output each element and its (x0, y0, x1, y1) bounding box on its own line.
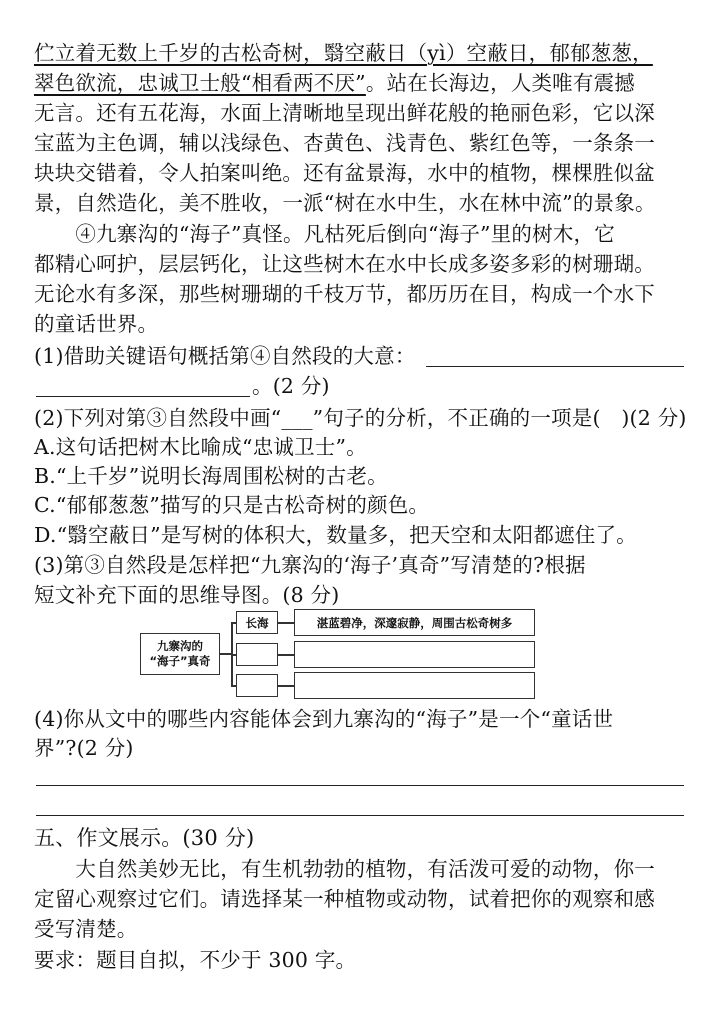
question-3-stem-line-1: (3)第③自然段是怎样把“九寨沟的‘海子’真奇”写清楚的?根据 (34, 553, 586, 577)
mindmap-connector (278, 685, 295, 687)
passage-p3-line-3: 无言。还有五花海，水面上清晰地呈现出鲜花般的艳丽色彩，它以深 (34, 101, 655, 125)
underlined-sentence: 翠色欲流，忠诚卫士般“相看两不厌” (34, 71, 366, 95)
passage-p3-line-1 (34, 40, 653, 66)
mindmap-branch-3-detail[interactable] (294, 672, 535, 699)
mindmap-branch-3-label[interactable] (236, 674, 278, 697)
section-5-body-line-1: 大自然美妙无比，有生机勃勃的植物，有活泼可爱的动物，你一 (34, 857, 655, 881)
question-3-stem-line-2: 短文补充下面的思维导图。(8 分) (34, 583, 340, 607)
mindmap-branch-1-label: 长海 (236, 611, 278, 634)
passage-p4-line-3: 无论水有多深，那些树珊瑚的千枝万节，都历历在目，构成一个水下 (34, 282, 655, 306)
mindmap-branch-1-detail: 湛蓝碧净，深邃寂静，周围古松奇树多 (294, 609, 535, 636)
answer-line-q1b[interactable] (36, 396, 250, 397)
answer-line-q1a[interactable] (426, 366, 684, 367)
passage-p4-line-4: 的童话世界。 (34, 312, 159, 336)
passage-p4-line-2: 都精心呵护，层层钙化，让这些树木在水中长成多姿多彩的树珊瑚。 (34, 252, 655, 276)
mindmap-branch-2-detail[interactable] (294, 641, 535, 668)
underlined-sentence: 伫立着无数上千岁的古松奇树，翳空蔽日（yì）空蔽日，郁郁葱葱， (34, 41, 653, 65)
passage-p4-line-1: ④九寨沟的“海子”真怪。凡枯死后倒向“海子”里的树木，它 (34, 222, 615, 246)
question-2-option-b[interactable]: B.“上千岁”说明长海周围松树的古老。 (34, 464, 388, 488)
section-5-body-line-3: 受写清楚。 (34, 917, 138, 941)
section-5-requirement: 要求：题目自拟，不少于 300 字。 (34, 948, 357, 972)
mindmap-connector (278, 622, 295, 624)
passage-p3-line-5: 块块交错着，令人拍案叫绝。还有盆景海，水中的植物，棵棵胜似盆 (34, 161, 655, 185)
passage-p3-line-4: 宝蓝为主色调，辅以浅绿色、杏黄色、浅青色、紫红色等，一条条一 (34, 131, 655, 155)
question-2-option-a[interactable]: A.这句话把树木比喻成“忠诚卫士”。 (34, 435, 367, 459)
question-1-stem: (1)借助关键语句概括第④自然段的大意： (34, 344, 416, 368)
passage-p3-line-2: 翠色欲流，忠诚卫士般“相看两不厌”。站在长海边，人类唯有震撼 (34, 71, 635, 95)
question-1-score: 。(2 分) (252, 374, 330, 398)
mindmap-branch-2-label[interactable] (236, 643, 278, 666)
passage-p3-line-6: 景，自然造化，美不胜收，一派“树在水中生，水在林中流”的景象。 (34, 191, 656, 215)
section-5-body-line-2: 定留心观察过它们。请选择某一种植物或动物，试着把你的观察和感 (34, 887, 655, 911)
question-2-option-d[interactable]: D.“翳空蔽日”是写树的体积大，数量多，把天空和太阳都遮住了。 (34, 523, 637, 547)
question-2-stem: (2)下列对第③自然段中画“___”句子的分析，不正确的一项是( )(2 分) (34, 406, 687, 430)
mindmap-root: 九寨沟的 “海子”真奇 (140, 633, 220, 675)
question-4-stem-line-1: (4)你从文中的哪些内容能体会到九寨沟的“海子”是一个“童话世 (34, 707, 614, 731)
section-5-title: 五、作文展示。(30 分) (34, 826, 255, 850)
answer-line-q4b[interactable] (36, 815, 684, 816)
question-2-option-c[interactable]: C.“郁郁葱葱”描写的只是古松奇树的颜色。 (34, 493, 430, 517)
answer-line-q4a[interactable] (36, 785, 684, 786)
mindmap-connector (278, 654, 295, 656)
question-4-stem-line-2: 界”?(2 分) (34, 736, 134, 760)
